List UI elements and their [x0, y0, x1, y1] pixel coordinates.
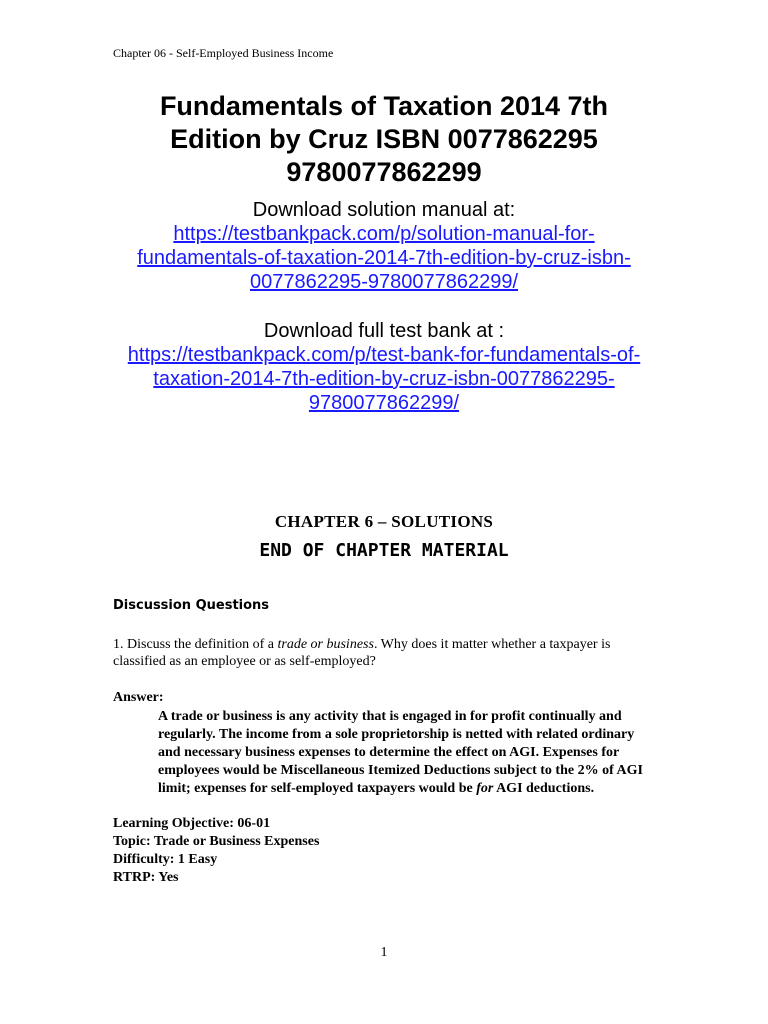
chapter-heading: CHAPTER 6 – SOLUTIONS — [274, 512, 494, 531]
link-line[interactable]: https://testbankpack.com/p/test-bank-for-fundamentals-of- — [127, 344, 641, 366]
link-line[interactable]: fundamentals-of-taxation-2014-7th-edition-by-cruz-isbn- — [137, 247, 631, 269]
answer-italic: for — [476, 781, 494, 796]
test-bank-link[interactable] — [100, 343, 668, 415]
link-line[interactable]: 0077862295-9780077862299/ — [249, 271, 519, 293]
title-line: Fundamentals of Taxation 2014 7th — [159, 91, 609, 121]
document-title — [100, 90, 668, 189]
link-line[interactable]: 9780077862299/ — [308, 392, 460, 414]
answer-part: AGI deductions. — [493, 781, 595, 796]
solution-manual-link[interactable] — [100, 222, 668, 294]
answer-part: A trade or business is any activity that is engaged in for profit continually and regularly. The income from a sole proprietorship is netted with related ordinary and necessary business expenses to determine the effect on AGI. Expenses for employees would be Miscellaneous Itemized Deductions subject to the 2% of AGI limit; expenses for self-employed taxpayers would be — [158, 709, 643, 796]
answer-text — [158, 708, 658, 798]
question-1 — [113, 636, 653, 670]
link-line[interactable]: taxation-2014-7th-edition-by-cruz-isbn-0077862295- — [153, 368, 615, 390]
question-term: trade or business — [277, 637, 374, 652]
question-metadata — [113, 815, 319, 887]
test-bank-label: Download full test bank at : — [263, 320, 505, 342]
title-block — [100, 90, 668, 415]
answer-label: Answer: — [113, 690, 164, 705]
learning-objective: Learning Objective: 06-01 — [113, 816, 271, 831]
rtrp: RTRP: Yes — [113, 870, 179, 885]
subsection-heading: Discussion Questions — [113, 598, 270, 613]
title-line: Edition by Cruz ISBN 0077862295 — [170, 124, 598, 154]
title-line: 9780077862299 — [286, 157, 482, 187]
solution-manual-label: Download solution manual at: — [252, 199, 516, 221]
running-header: Chapter 06 - Self-Employed Business Income — [113, 46, 334, 60]
page-number: 1 — [380, 945, 388, 960]
topic: Topic: Trade or Business Expenses — [113, 834, 320, 849]
difficulty: Difficulty: 1 Easy — [113, 852, 218, 867]
section-heading: END OF CHAPTER MATERIAL — [259, 540, 509, 561]
question-prefix: 1. Discuss the definition of a — [113, 637, 278, 652]
question-suffix: . Why does it matter whether a taxpayer is classified as an employee or as self-employed? — [113, 637, 611, 669]
link-line[interactable]: https://testbankpack.com/p/solution-manual-for- — [173, 223, 595, 245]
